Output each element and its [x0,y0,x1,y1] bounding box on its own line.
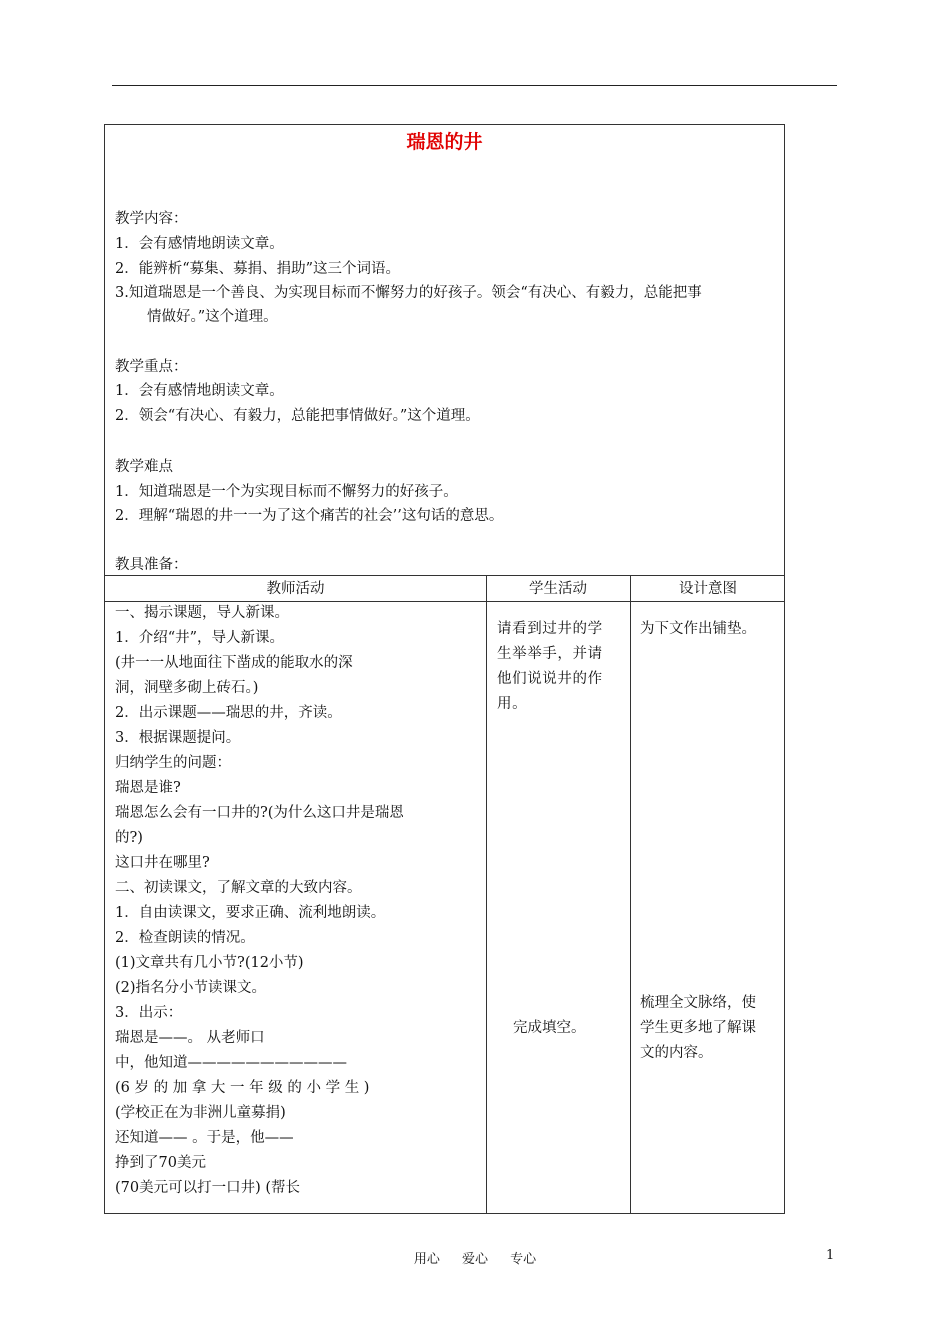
header-rule [112,85,837,86]
teacher-line: 一、揭示课题，导人新课。 [115,605,289,621]
student-line: 他们说说井的作 [497,671,603,687]
content-item: 情做好。”这个道理。 [147,309,278,325]
teacher-line: (70美元可以打一口井) (帮长 [115,1180,301,1196]
teacher-line: (学校正在为非洲儿童募捐) [115,1105,286,1121]
difficulty-item: 2．理解“瑞恩的井一一为了这个痛苦的社会’’这句话的意思。 [115,508,504,524]
teacher-activity-cell [115,601,481,1201]
teacher-line: 归纳学生的问题： [115,755,231,771]
student-activity-header: 学生活动 [529,581,587,597]
design-line: 梳理全文脉络，使 [640,995,756,1011]
teacher-line: (2)指名分小节读课文。 [115,980,267,996]
student-activity-cell-2 [513,1016,586,1041]
content-item: 3.知道瑞恩是一个善良、为实现目标而不懈努力的好孩子。领会“有决心、有毅力，总能把事 [115,285,702,301]
teacher-line: (6 岁 的 加 拿 大 一 年 级 的 小 学 生 ) [115,1080,370,1096]
teacher-line: 洞，洞壁多砌上砖石。) [115,680,259,696]
page-number: 1 [826,1248,835,1263]
key-item: 1．会有感情地朗读文章。 [115,383,284,399]
teacher-line: 1．介绍“井”，导人新课。 [115,630,285,646]
design-intent-cell-2 [640,991,756,1066]
content-item: 1．会有感情地朗读文章。 [115,236,284,252]
teacher-line: 2．检查朗读的情况。 [115,930,255,946]
column-divider [630,575,631,1213]
teacher-line: (井一一从地面往下凿成的能取水的深 [115,655,353,671]
teacher-line: 瑞恩是谁? [115,780,181,796]
content-item: 2．能辨析“募集、募捐、捐助”这三个词语。 [115,261,401,277]
teacher-line: (1)文章共有几小节?(12小节) [115,955,304,971]
teacher-line: 挣到了70美元 [115,1155,206,1171]
student-activity-cell-1 [497,617,603,717]
design-intent-header: 设计意图 [679,581,737,597]
teacher-line: 二、初读课文，了解文章的大致内容。 [115,880,362,896]
difficulty-item: 1．知道瑞恩是一个为实现目标而不懈努力的好孩子。 [115,484,458,500]
student-line: 用。 [497,696,528,712]
student-line: 生举举手，并请 [497,646,603,662]
teacher-activity-header: 教师活动 [266,581,325,597]
teacher-line: 还知道—— 。于是，他—— [115,1130,294,1146]
teacher-line: 1．自由读课文，要求正确、流利地朗读。 [115,905,386,921]
difficulty-heading: 教学难点 [115,459,173,475]
teacher-line: 的?) [115,830,143,846]
teacher-line: 3．根据课题提问。 [115,730,241,746]
footer-motto: 用心 爱心 专心 [413,1252,537,1267]
tools-heading: 教具准备： [115,557,188,573]
teacher-line: 这口井在哪里? [115,855,210,871]
content-heading: 教学内容： [115,211,188,227]
column-divider [486,575,487,1213]
student-line: 完成填空。 [513,1020,586,1036]
teacher-line: 2．出示课题——瑞思的井，齐读。 [115,705,342,721]
design-line: 学生更多地了解课 [640,1020,756,1036]
teacher-line: 瑞恩怎么会有一口井的?(为什么这口井是瑞恩 [115,805,404,821]
design-line: 为下文作出铺垫。 [640,621,756,637]
document-title: 瑞恩的井 [406,131,483,153]
key-item: 2．领会“有决心、有毅力，总能把事情做好。”这个道理。 [115,408,480,424]
teacher-line: 瑞恩是——。 从老师口 [115,1030,265,1046]
teacher-line: 中，他知道——————————— [115,1055,347,1071]
key-heading: 教学重点： [115,359,188,375]
design-intent-cell-1 [640,617,756,642]
design-line: 文的内容。 [640,1045,713,1061]
teacher-line: 3．出示： [115,1005,183,1021]
lesson-plan-sheet [104,124,785,1214]
student-line: 请看到过井的学 [497,621,603,637]
